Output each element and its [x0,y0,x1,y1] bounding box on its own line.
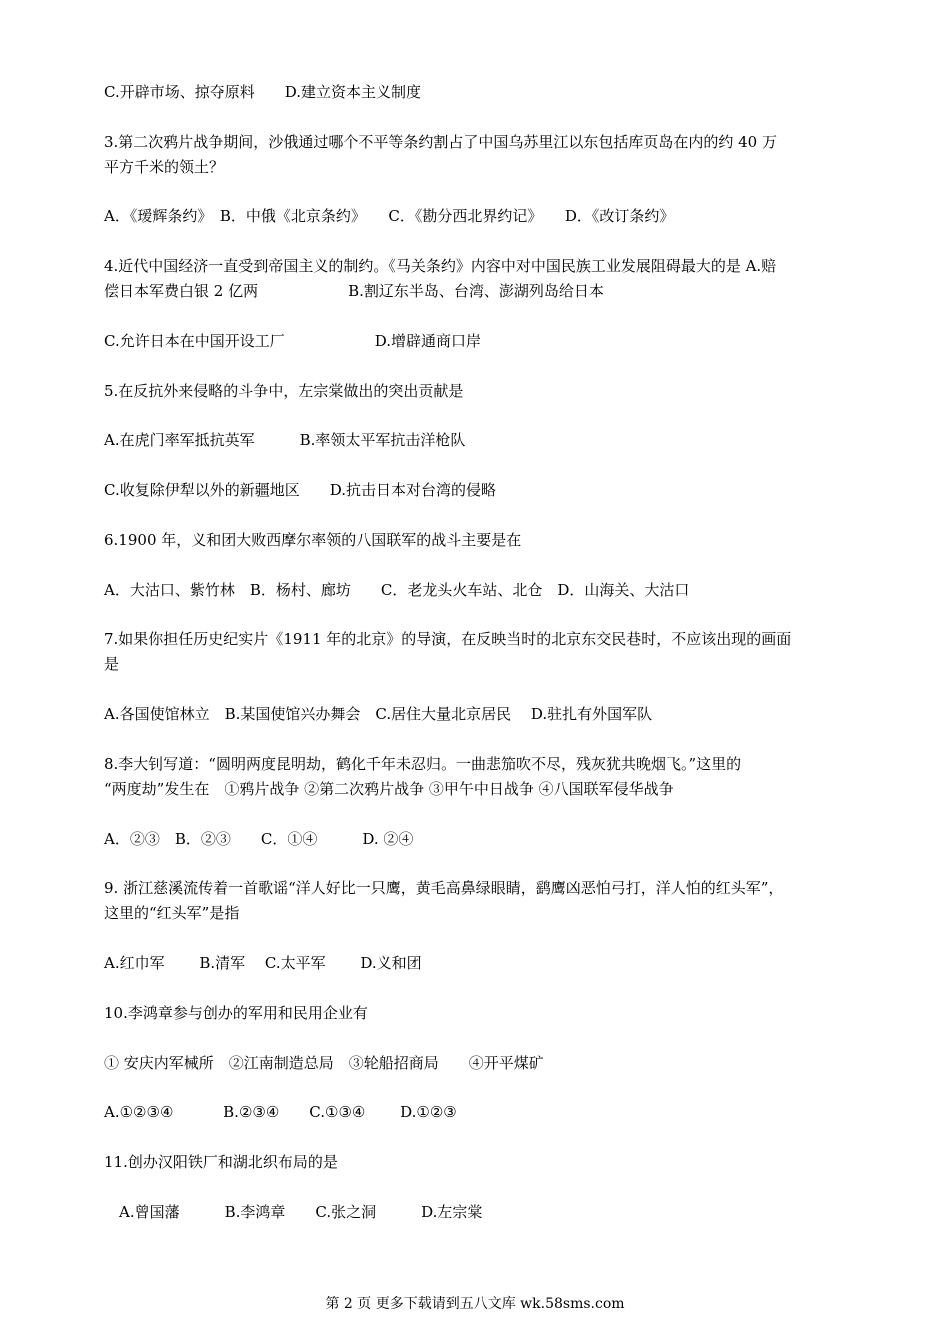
q10-items: ① 安庆内军械所 ②江南制造总局 ③轮船招商局 ④开平煤矿 [104,1054,544,1072]
q8-stem-line2: “两度劫”发生在 ①鸦片战争 ②第二次鸦片战争 ③甲午中日战争 ④八国联军侵华战争 [104,780,674,798]
q7-stem-line2: 是 [104,655,120,673]
q4-stem-line2: 偿日本军费白银 2 亿两 B.割辽东半岛、台湾、澎湖列岛给日本 [104,282,604,300]
q6-stem: 6.1900 年，义和团大败西摩尔率领的八国联军的战斗主要是在 [104,531,522,549]
page-footer: 第 2 页 更多下载请到五八文库 wk.58sms.com [325,1296,625,1312]
q3-options: A．《瑷辉条约》 B．中俄《北京条约》 C．《勘分西北界约记》 D．《改订条约》 [104,207,675,225]
q11-stem: 11.创办汉阳铁厂和湖北织布局的是 [104,1153,338,1171]
q11-options: A.曾国藩 B.李鸿章 C.张之洞 D.左宗棠 [104,1203,483,1221]
q7-options: A.各国使馆林立 B.某国使馆兴办舞会 C.居住大量北京居民 D.驻扎有外国军队 [104,705,653,723]
q5-options-ab: A.在虎门率军抵抗英军 B.率领太平军抗击洋枪队 [104,431,466,449]
q8-stem-line1: 8.李大钊写道：“圆明两度昆明劫，鹤化千年未忍归。一曲悲笳吹不尽，残灰犹共晚烟飞。”这里的 [104,755,742,773]
q9-options: A.红巾军 B.清军 C.太平军 D.义和团 [104,954,422,972]
q3-stem-line1: 3.第二次鸦片战争期间，沙俄通过哪个不平等条约割占了中国乌苏里江以东包括库页岛在内的约 40 万 [104,133,777,151]
q7-stem-line1: 7.如果你担任历史纪实片《1911 年的北京》的导演，在反映当时的北京东交民巷时，不应该出现的画面 [104,630,792,648]
q6-options: A．大沽口、紫竹林 B．杨村、廊坊 C．老龙头火车站、北仓 D．山海关、大沽口 [104,581,690,599]
q10-options: A.①②③④ B.②③④ C.①③④ D.①②③ [104,1103,457,1121]
q5-stem: 5.在反抗外来侵略的斗争中，左宗棠做出的突出贡献是 [104,382,464,400]
q2-options-cd: C.开辟市场、掠夺原料 D.建立资本主义制度 [104,83,421,101]
q5-options-cd: C.收复除伊犁以外的新疆地区 D.抗击日本对台湾的侵略 [104,481,496,499]
q9-stem-line1: 9. 浙江慈溪流传着一首歌谣“洋人好比一只鹰，黄毛高鼻绿眼睛，鹞鹰凶恶怕弓打，洋人怕的红头军”， [104,879,784,897]
q4-options-cd: C.允许日本在中国开设工厂 D.增辟通商口岸 [104,332,481,350]
q3-stem-line2: 平方千米的领土？ [104,158,225,176]
q9-stem-line2: 这里的“红头军”是指 [104,904,240,922]
q8-options: A．②③ B．②③ C．①④ D. ②④ [104,830,414,848]
q10-stem: 10.李鸿章参与创办的军用和民用企业有 [104,1004,368,1022]
q4-stem-line1: 4.近代中国经济一直受到帝国主义的制约。《马关条约》内容中对中国民族工业发展阻碍最大的是 A.赔 [104,257,777,275]
